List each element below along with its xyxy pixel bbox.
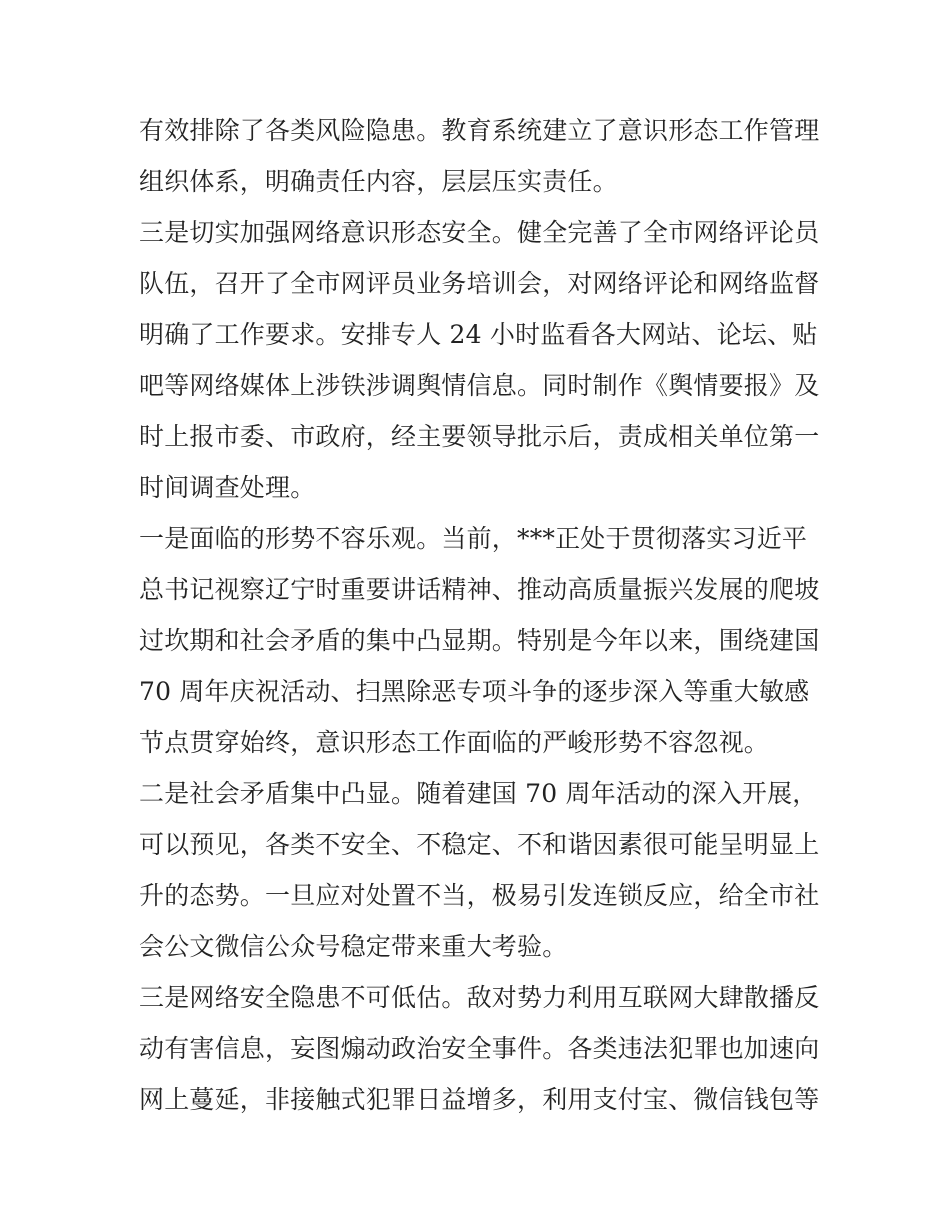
text-line: 二是社会矛盾集中凸显。随着建国 70 周年活动的深入开展， [139, 779, 818, 808]
text-line: 升的态势。一旦应对处置不当，极易引发连锁反应，给全市社 [139, 881, 820, 910]
text-line: 一是面临的形势不容乐观。当前，***正处于贯彻落实习近平 [139, 524, 808, 553]
text-line: 三是切实加强网络意识形态安全。健全完善了全市网络评论员 [139, 218, 820, 247]
text-line: 动有害信息，妄图煽动政治安全事件。各类违法犯罪也加速向 [139, 1034, 820, 1063]
text-line: 时上报市委、市政府，经主要领导批示后，责成相关单位第一 [139, 422, 820, 451]
text-line: 会公文微信公众号稳定带来重大考验。 [139, 932, 568, 961]
text-line: 队伍，召开了全市网评员业务培训会，对网络评论和网络监督 [139, 269, 820, 298]
text-line: 网上蔓延，非接触式犯罪日益增多，利用支付宝、微信钱包等 [139, 1085, 820, 1114]
text-line: 组织体系，明确责任内容，层层压实责任。 [139, 167, 618, 196]
text-line: 节点贯穿始终，意识形态工作面临的严峻形势不容忽视。 [139, 728, 770, 757]
text-line: 三是网络安全隐患不可低估。敌对势力利用互联网大肆散播反 [139, 983, 820, 1012]
text-line: 70 周年庆祝活动、扫黑除恶专项斗争的逐步深入等重大敏感 [139, 677, 810, 706]
text-line: 总书记视察辽宁时重要讲话精神、推动高质量振兴发展的爬坡 [139, 575, 820, 604]
text-line: 时间调查处理。 [139, 473, 316, 502]
text-line: 过坎期和社会矛盾的集中凸显期。特别是今年以来，围绕建国 [139, 626, 820, 655]
text-line: 可以预见，各类不安全、不稳定、不和谐因素很可能呈明显上 [139, 830, 820, 859]
body-text [139, 105, 819, 1125]
text-line: 明确了工作要求。安排专人 24 小时监看各大网站、论坛、贴 [139, 320, 818, 349]
text-line: 吧等网络媒体上涉铁涉调舆情信息。同时制作《舆情要报》及 [139, 371, 820, 400]
text-line: 有效排除了各类风险隐患。教育系统建立了意识形态工作管理 [139, 116, 820, 145]
